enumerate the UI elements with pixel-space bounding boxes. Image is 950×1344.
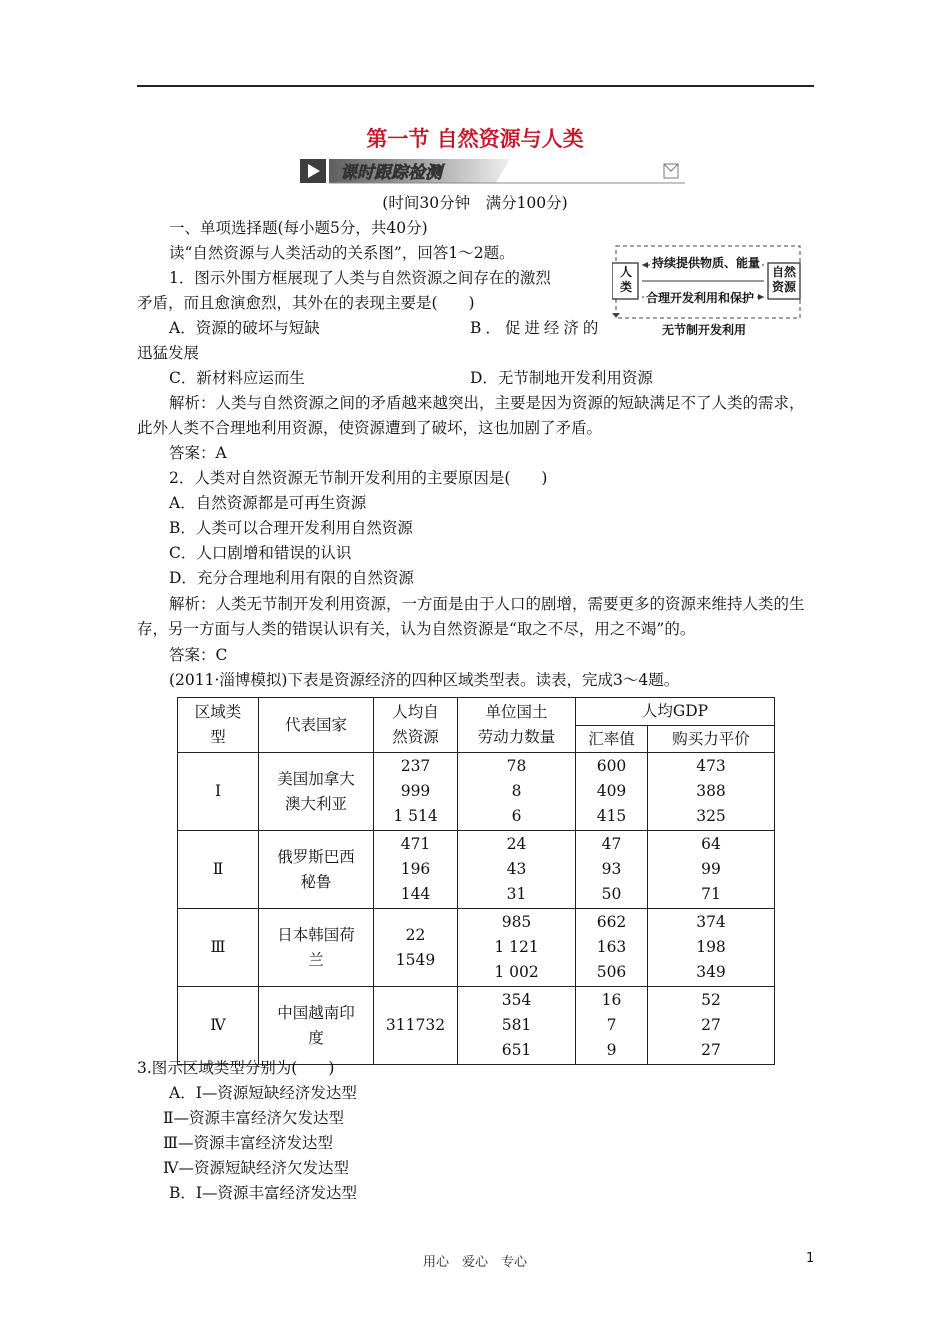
q1-option-b-cont: 迅猛发展 [137, 344, 200, 362]
table-row [178, 831, 775, 909]
row-exchange: 16 7 9 [576, 987, 648, 1065]
row-exchange: 662 163 506 [576, 909, 648, 987]
q1-option-d: D．无节制地开发利用资源 [470, 369, 653, 387]
diagram-top-label: 持续提供物质、能量 [652, 256, 761, 270]
q1-answer: 答案：A [169, 444, 227, 462]
row-countries: 中国越南印 度 [259, 987, 374, 1065]
section-heading: 一、单项选择题(每小题5分，共40分) [169, 219, 428, 237]
page-number: 1 [806, 1251, 815, 1266]
header-ppp: 购买力平价 [648, 726, 775, 753]
q1-option-b: B．促进经济的 [470, 319, 603, 337]
section-banner [300, 157, 685, 185]
row-countries: 日本韩国荷 兰 [259, 909, 374, 987]
header-resources: 人均自 然资源 [374, 698, 458, 753]
table-row [178, 987, 775, 1065]
diagram-left-label: 人类 [619, 265, 632, 294]
q3-option-a-2: Ⅱ—资源丰富经济欠发达型 [163, 1109, 345, 1127]
row-ppp: 473 388 325 [648, 753, 775, 831]
time-info: (时间30分钟 满分100分) [382, 194, 568, 212]
row-ppp: 64 99 71 [648, 831, 775, 909]
q3-option-a-1: A．Ⅰ—资源短缺经济发达型 [169, 1084, 357, 1102]
row-ppp: 52 27 27 [648, 987, 775, 1065]
row-type: Ⅰ [178, 753, 259, 831]
q3-stem: 3.图示区域类型分别为( ) [137, 1059, 335, 1077]
page-footer: 用心 爱心 专心 [422, 1255, 527, 1270]
row-countries: 俄罗斯巴西 秘鲁 [259, 831, 374, 909]
q1-option-c: C．新材料应运而生 [169, 369, 305, 387]
banner-label: 课时跟踪检测 [340, 163, 442, 183]
q2-analysis: 解析：人类无节制开发利用资源，一方面是由于人口的剧增，需要更多的资源来维持人类的生存，另一方面与人类的错误认识有关，认为自然资源是“取之不尽，用之不竭”的。 [137, 595, 805, 638]
q1-analysis: 解析：人类与自然资源之间的矛盾越来越突出，主要是因为资源的短缺满足不了人类的需求，此外人类不合理地利用资源，使资源遭到了破坏，这也加剧了矛盾。 [137, 394, 805, 437]
q1-option-a: A．资源的破坏与短缺 [169, 319, 320, 337]
table-row [178, 909, 775, 987]
page-title: 第一节 自然资源与人类 [366, 127, 584, 151]
intro-q3-4: (2011·淄博模拟)下表是资源经济的四种区域类型表。读表，完成3～4题。 [169, 671, 680, 689]
q2-stem: 2．人类对自然资源无节制开发利用的主要原因是( ) [169, 469, 548, 487]
row-labor: 354 581 651 [458, 987, 576, 1065]
row-labor: 78 8 6 [458, 753, 576, 831]
diagram-middle-label: 合理开发利用和保护 [646, 291, 755, 305]
row-resources: 471 196 144 [374, 831, 458, 909]
intro-q1-2: 读“自然资源与人类活动的关系图”，回答1～2题。 [169, 244, 515, 262]
row-type: Ⅳ [178, 987, 259, 1065]
row-countries: 美国加拿大 澳大利亚 [259, 753, 374, 831]
header-region-type: 区域类 型 [178, 698, 259, 753]
q1-stem-line2: 矛盾，而且愈演愈烈，其外在的表现主要是( ) [137, 294, 475, 312]
row-resources: 22 1549 [374, 909, 458, 987]
row-ppp: 374 198 349 [648, 909, 775, 987]
row-resources: 311732 [374, 987, 458, 1065]
table-row [178, 753, 775, 831]
q2-option-b: B．人类可以合理开发利用自然资源 [169, 519, 413, 537]
header-gdp: 人均GDP [576, 698, 775, 726]
q1-stem-line1: 1．图示外围方框展现了人类与自然资源之间存在的激烈 [169, 269, 551, 287]
header-labor: 单位国土 劳动力数量 [458, 698, 576, 753]
row-exchange: 47 93 50 [576, 831, 648, 909]
q3-option-a-4: Ⅳ—资源短缺经济欠发达型 [163, 1159, 349, 1177]
row-exchange: 600 409 415 [576, 753, 648, 831]
diagram-right-label: 自然资源 [771, 265, 796, 294]
q3-option-a-3: Ⅲ—资源丰富经济发达型 [163, 1134, 333, 1152]
row-labor: 985 1 121 1 002 [458, 909, 576, 987]
row-labor: 24 43 31 [458, 831, 576, 909]
q3-option-b-1: B．Ⅰ—资源丰富经济发达型 [169, 1184, 358, 1202]
row-resources: 237 999 1 514 [374, 753, 458, 831]
q2-option-c: C．人口剧增和错误的认识 [169, 544, 352, 562]
row-type: Ⅲ [178, 909, 259, 987]
relation-diagram [612, 243, 804, 341]
q2-option-d: D．充分合理地利用有限的自然资源 [169, 569, 414, 587]
header-countries: 代表国家 [259, 698, 374, 753]
diagram-bottom-label: 无节制开发利用 [662, 323, 747, 337]
q2-answer: 答案：C [169, 646, 228, 664]
top-rule [137, 85, 814, 87]
header-exchange: 汇率值 [576, 726, 648, 753]
region-type-table [177, 697, 775, 1065]
row-type: Ⅱ [178, 831, 259, 909]
q2-option-a: A．自然资源都是可再生资源 [169, 494, 367, 512]
banner-graphic [300, 157, 685, 185]
